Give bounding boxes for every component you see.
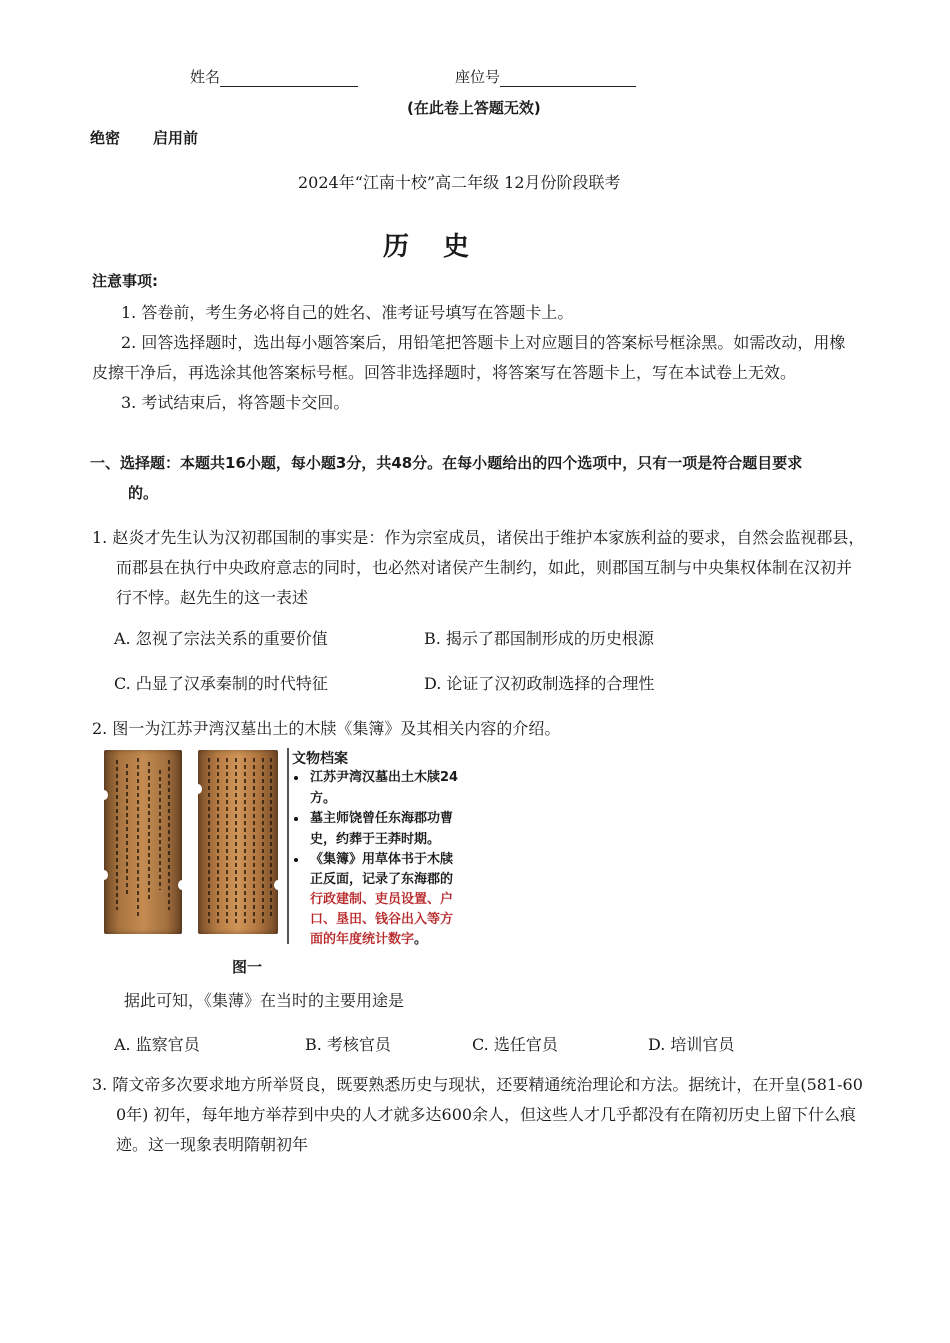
bullet-1-line-1: 江苏尹湾汉墓出土木牍24 — [310, 770, 459, 785]
name-field — [190, 66, 358, 87]
bullet-dot — [294, 776, 298, 780]
q3-stem-line-3: 迹。这一现象表明隋朝初年 — [116, 1135, 309, 1154]
bullet-3-line-3: 行政建制、吏员设置、户 — [310, 892, 454, 907]
name-label: 姓名 — [190, 68, 221, 86]
note-1: 1. 答卷前，考生务必将自己的姓名、准考证号填写在答题卡上。 — [121, 303, 574, 322]
q2-question: 据此可知，《集薄》在当时的主要用途是 — [124, 991, 405, 1010]
wooden-slip-photo-back — [198, 750, 278, 934]
q1-option-c: C. 凸显了汉承秦制的时代特征 — [114, 674, 328, 693]
bullet-3-line-5 — [310, 930, 427, 950]
seat-label: 座位号 — [455, 68, 501, 86]
section-1-heading-cont: 的。 — [128, 484, 159, 502]
bullet-dot — [294, 817, 298, 821]
name-blank — [220, 70, 358, 87]
figure-caption: 图一 — [232, 958, 263, 976]
bullet-1-line-2: 方。 — [310, 791, 337, 806]
q1-option-a: A. 忽视了宗法关系的重要价值 — [114, 629, 328, 648]
note-2-line-1: 2. 回答选择题时，选出每小题答案后，用铅笔把答题卡上对应题目的答案标号框涂黑。如需改动，用橡 — [121, 333, 846, 352]
subject-title: 历 史 — [383, 232, 474, 262]
q3-stem-line-2: 0年) 初年，每年地方举荐到中央的人才就多达600余人，但这些人才几乎都没有在隋初历史上留下什么痕 — [116, 1105, 857, 1124]
bullet-2-line-2: 史，约葬于王莽时期。 — [310, 832, 441, 847]
artifact-card-title: 文物档案 — [292, 751, 348, 767]
q3-stem-line-1: 3. 隋文帝多次要求地方所举贤良，既要熟悉历史与现状，还要精通统治理论和方法。据统计，在开皇(581-60 — [92, 1075, 863, 1094]
bullet-3-line-1: 《集簿》用草体书于木牍 — [310, 852, 454, 867]
note-2-line-2: 皮擦干净后，再选涂其他答案标号框。回答非选择题时，将答案写在答题卡上，写在本试卷上无效。 — [92, 363, 797, 382]
q2-option-d: D. 培训官员 — [648, 1035, 735, 1054]
q2-stem: 2. 图一为江苏尹湾汉墓出土的木牍《集簿》及其相关内容的介绍。 — [92, 719, 561, 738]
bullet-3-line-2: 正反面，记录了东海郡的 — [310, 872, 454, 887]
q1-option-d: D. 论证了汉初政制选择的合理性 — [424, 674, 655, 693]
q2-option-c: C. 选任官员 — [472, 1035, 558, 1054]
q1-stem-line-2: 而郡县在执行中央政府意志的同时，也必然对诸侯产生制约，如此，则郡国互制与中央集权体制在汉初并 — [116, 558, 853, 577]
bullet-3-line-5-end: 。 — [414, 932, 428, 947]
exam-title: 2024年“江南十校”高二年级 12月份阶段联考 — [298, 173, 621, 192]
bullet-3-line-4: 口、垦田、钱谷出入等方 — [310, 912, 454, 927]
q1-option-b: B. 揭示了郡国制形成的历史根源 — [424, 629, 654, 648]
note-3: 3. 考试结束后，将答题卡交回。 — [121, 393, 350, 412]
secret-label: 绝密 — [90, 129, 121, 147]
before-use-label: 启用前 — [153, 129, 199, 147]
bullet-2-line-1: 墓主师饶曾任东海郡功曹 — [310, 811, 454, 826]
seat-field — [455, 66, 636, 87]
invalid-note: (在此卷上答题无效) — [407, 99, 541, 117]
q2-option-a: A. 监察官员 — [114, 1035, 200, 1054]
notes-heading: 注意事项: — [92, 272, 158, 290]
bullet-3-line-5-red: 面的年度统计数字 — [310, 932, 415, 947]
figure-divider — [287, 748, 289, 944]
bullet-dot — [294, 858, 298, 862]
section-1-heading: 一、选择题：本题共16小题，每小题3分，共48分。在每小题给出的四个选项中，只有一项是符合题目要求 — [90, 454, 803, 472]
wooden-slip-photo-front — [104, 750, 182, 934]
seat-blank — [500, 70, 636, 87]
q1-stem-line-3: 行不悖。赵先生的这一表述 — [116, 588, 309, 607]
q1-stem-line-1: 1. 赵炎才先生认为汉初郡国制的事实是：作为宗室成员，诸侯出于维护本家族利益的要求，自然会监视郡县， — [92, 528, 865, 547]
q2-option-b: B. 考核官员 — [305, 1035, 391, 1054]
